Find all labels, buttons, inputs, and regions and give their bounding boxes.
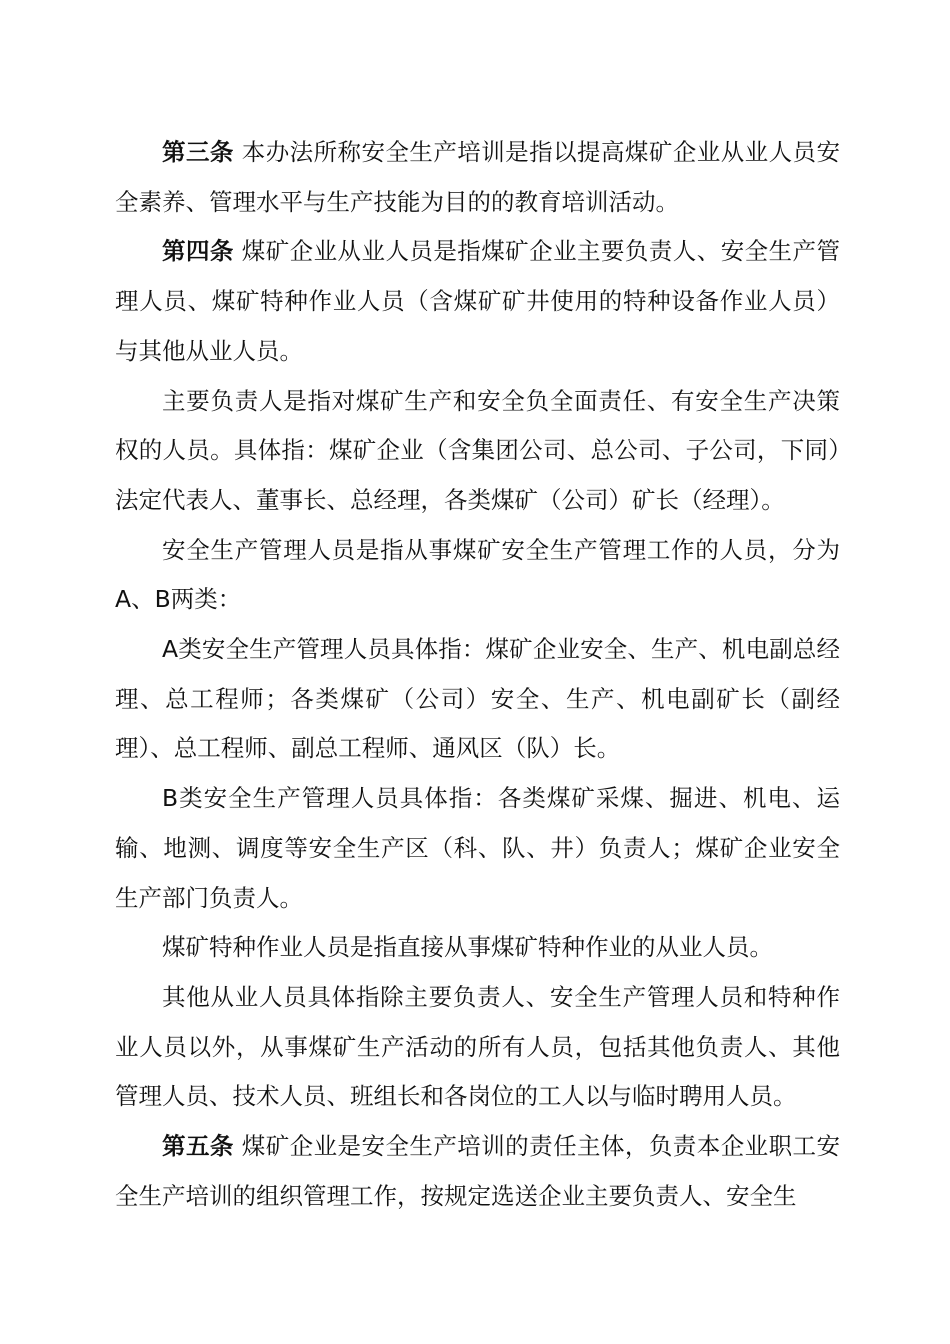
paragraph-text: 煤矿特种作业人员是指直接从事煤矿特种作业的从业人员。: [162, 933, 773, 962]
paragraph-article-3: [115, 128, 840, 227]
paragraph-text: 本办法所称安全生产培训是指以提高煤矿企业从业人员安全素养、管理水平与生产技能为目的的教育培训活动。: [115, 138, 840, 216]
paragraph-other-staff-definition: [115, 973, 840, 1122]
paragraph-safety-manager-definition: [115, 526, 840, 625]
document-body: [115, 128, 840, 1221]
paragraph-text: 煤矿企业是安全生产培训的责任主体，负责本企业职工安全生产培训的组织管理工作，按规定选送企业主要负责人、安全生: [115, 1132, 840, 1210]
paragraph-text: 主要负责人是指对煤矿生产和安全负全面责任、有安全生产决策权的人员。具体指：煤矿企业（含集团公司、总公司、子公司，下同）法定代表人、董事长、总经理，各类煤矿（公司）矿长（经理）。: [115, 386, 840, 514]
paragraph-special-operator-definition: [115, 923, 840, 973]
paragraph-text: 煤矿企业从业人员是指煤矿企业主要负责人、安全生产管理人员、煤矿特种作业人员（含煤矿矿井使用的特种设备作业人员）与其他从业人员。: [115, 237, 840, 365]
paragraph-article-5: [115, 1122, 840, 1221]
article-number: 第五条: [162, 1132, 234, 1161]
paragraph-class-b-definition: [115, 774, 840, 923]
paragraph-principal-definition: [115, 377, 840, 526]
paragraph-text: 其他从业人员具体指除主要负责人、安全生产管理人员和特种作业人员以外，从事煤矿生产活动的所有人员，包括其他负责人、其他管理人员、技术人员、班组长和各岗位的工人以与临时聘用人员。: [115, 982, 840, 1111]
paragraph-article-4: [115, 227, 840, 376]
article-number: 第四条: [162, 237, 234, 266]
article-number: 第三条: [162, 138, 234, 166]
paragraph-text: 安全生产管理人员是指从事煤矿安全生产管理工作的人员，分为A、B两类：: [115, 535, 840, 614]
paragraph-text: A类安全生产管理人员具体指：煤矿企业安全、生产、机电副总经理、总工程师；各类煤矿（公司）安全、生产、机电副矿长（副经理）、总工程师、副总工程师、通风区（队）长。: [115, 635, 840, 763]
paragraph-text: B类安全生产管理人员具体指：各类煤矿采煤、掘进、机电、运输、地测、调度等安全生产区（科、队、井）负责人；煤矿企业安全生产部门负责人。: [115, 784, 840, 912]
paragraph-class-a-definition: [115, 625, 840, 774]
